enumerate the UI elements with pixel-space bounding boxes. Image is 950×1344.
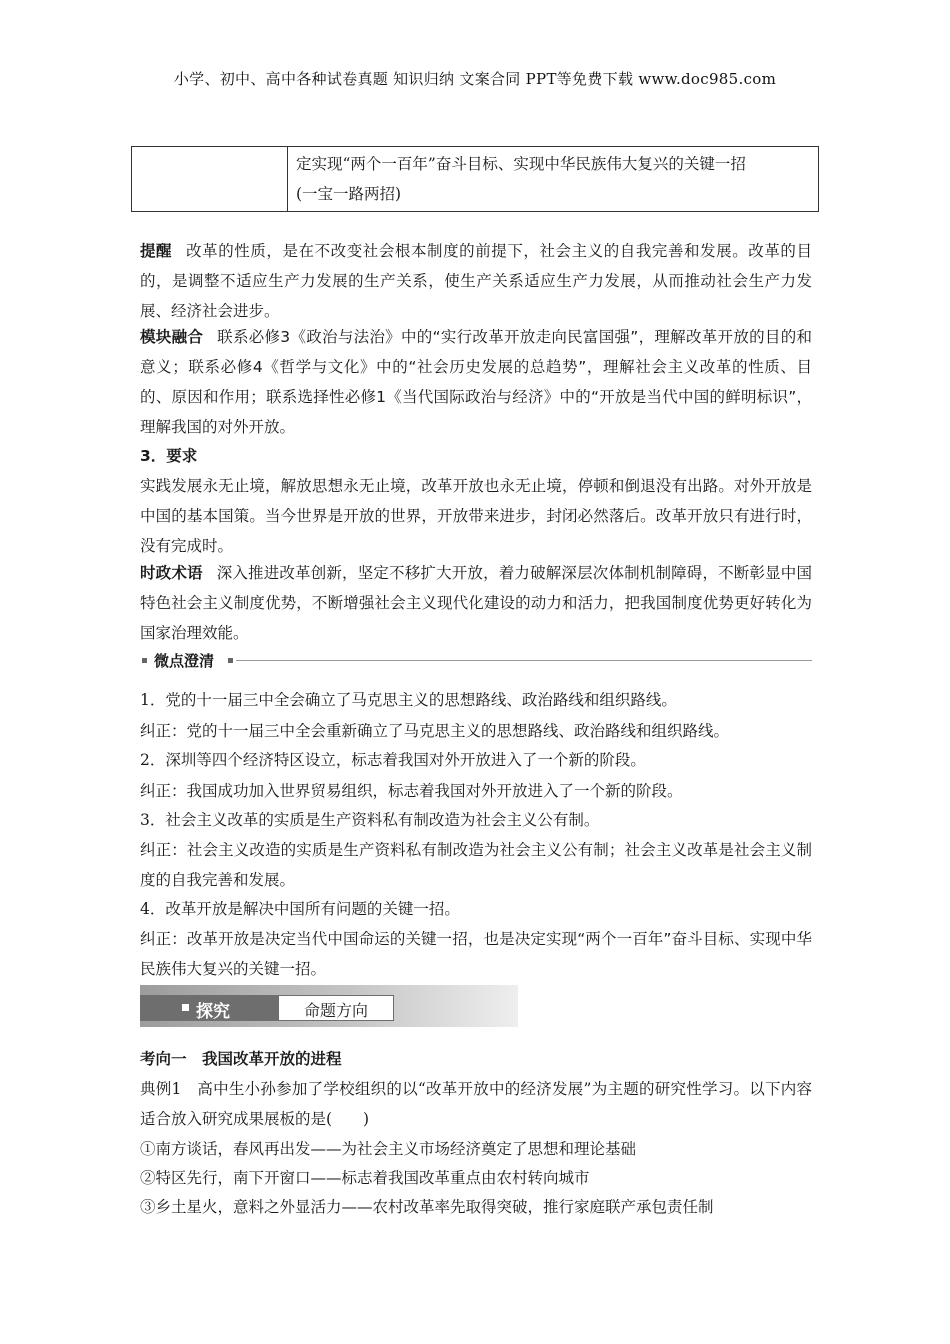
explore-banner xyxy=(140,985,518,1027)
requirement-text: 实践发展永无止境，解放思想永无止境，改革开放也永无止境，停顿和倒退没有出路。对外开放是中国的基本国策。当今世界是开放的世界，开放带来进步，封闭必然落后。改革开放只有进行时，没有完成时。 xyxy=(140,477,812,555)
table-empty-cell xyxy=(132,147,288,212)
example-question: 典例1 高中生小孙参加了学校组织的以“改革开放中的经济发展”为主题的研究性学习。以下内容适合放入研究成果展板的是( ) xyxy=(140,1080,812,1128)
table-content-cell xyxy=(288,147,819,212)
clarify-title: 微点澄清 xyxy=(154,652,215,670)
clarify-item-4-correction: 纠正：改革开放是决定当代中国命运的关键一招，也是决定实现“两个一百年”奋斗目标、实现中华民族伟大复兴的关键一招。 xyxy=(140,930,812,978)
option-3: ③乡土星火，意料之外显活力——农村改革率先取得突破，推行家庭联产承包责任制 xyxy=(140,1198,714,1216)
divider xyxy=(236,660,812,661)
direction-heading: 考向一 我国改革开放的进程 xyxy=(140,1050,342,1068)
table-line-2: (一宝一路两招) xyxy=(296,185,402,203)
explore-tab xyxy=(278,995,394,1021)
explore-tab-label: 命题方向 xyxy=(303,1001,368,1020)
option-1: ①南方谈话，春风再出发——为社会主义市场经济奠定了思想和理论基础 xyxy=(140,1140,637,1158)
terms-paragraph xyxy=(140,558,812,648)
terms-text: 深入推进改革创新，坚定不移扩大开放，着力破解深层次体制机制障碍，不断彰显中国特色社会主义制度优势，不断增强社会主义现代化建设的动力和活力，把我国制度优势更好转化为国家治理效能。 xyxy=(140,564,812,642)
clarify-item-1-correction: 纠正：党的十一届三中全会重新确立了马克思主义的思想路线、政治路线和组织路线。 xyxy=(140,722,730,740)
clarify-section-bar xyxy=(140,650,812,672)
clarify-item-2-statement: 2．深圳等四个经济特区设立，标志着我国对外开放进入了一个新的阶段。 xyxy=(140,751,646,769)
reminder-label: 提醒 xyxy=(140,242,173,260)
clarify-item-3-correction: 纠正：社会主义改造的实质是生产资料私有制改造为社会主义公有制；社会主义改革是社会主义制度的自我完善和发展。 xyxy=(140,841,812,889)
square-bullet-icon xyxy=(142,658,147,663)
explore-label: 探究 xyxy=(196,1002,230,1022)
clarify-item-2-correction: 纠正：我国成功加入世界贸易组织，标志着我国对外开放进入了一个新的阶段。 xyxy=(140,782,683,800)
table-line-1: 定实现“两个一百年”奋斗目标、实现中华民族伟大复兴的关键一招 xyxy=(296,155,746,173)
clarify-item-1-statement: 1．党的十一届三中全会确立了马克思主义的思想路线、政治路线和组织路线。 xyxy=(140,691,677,709)
continued-table xyxy=(131,146,819,212)
square-bullet-icon xyxy=(228,658,233,663)
reminder-text: 改革的性质，是在不改变社会根本制度的前提下，社会主义的自我完善和发展。改革的目的，是调整不适应生产力发展的生产关系，使生产关系适应生产力发展，从而推动社会生产力发展、经济社会进步。 xyxy=(140,242,812,320)
clarify-item-4-statement: 4．改革开放是解决中国所有问题的关键一招。 xyxy=(140,900,460,918)
reminder-paragraph xyxy=(140,236,812,326)
explore-label-box xyxy=(140,995,278,1021)
page-header: 小学、初中、高中各种试卷真题 知识归纳 文案合同 PPT等免费下载 www.doc985.com xyxy=(173,70,777,88)
square-bullet-icon xyxy=(182,1004,189,1011)
module-label: 模块融合 xyxy=(140,328,204,346)
module-paragraph xyxy=(140,322,812,442)
clarify-item-3-statement: 3．社会主义改革的实质是生产资料私有制改造为社会主义公有制。 xyxy=(140,811,600,829)
requirement-heading: 3．要求 xyxy=(140,447,198,465)
terms-label: 时政术语 xyxy=(140,564,203,582)
module-text: 联系必修3《政治与法治》中的“实行改革开放走向民富国强”，理解改革开放的目的和意义；联系必修4《哲学与文化》中的“社会历史发展的总趋势”，理解社会主义改革的性质、目的、原因和作用；联系选择性必修1《当代国际政治与经济》中的“开放是当代中国的鲜明标识”，理解我国的对外开放。 xyxy=(140,328,812,436)
option-2: ②特区先行，南下开窗口——标志着我国改革重点由农村转向城市 xyxy=(140,1169,590,1187)
